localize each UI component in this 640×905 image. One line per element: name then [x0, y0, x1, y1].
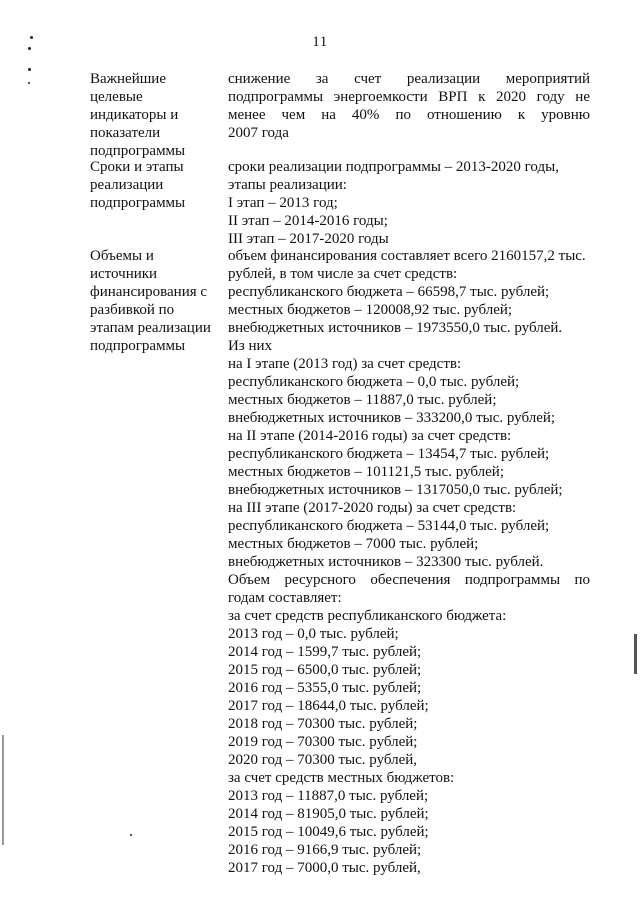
- scan-speck: [28, 82, 30, 84]
- label-line: разбивкой по: [90, 302, 175, 318]
- content-line: за счет средств республиканского бюджета:: [228, 608, 507, 624]
- label-line: показатели: [90, 125, 161, 141]
- content-line: 2014 год – 1599,7 тыс. рублей;: [228, 644, 422, 660]
- content-line: местных бюджетов – 101121,5 тыс. рублей;: [228, 464, 504, 480]
- content-line: 2016 год – 5355,0 тыс. рублей;: [228, 680, 422, 696]
- content-line: 2015 год – 10049,6 тыс. рублей;: [228, 824, 429, 840]
- content-line: за счет средств местных бюджетов:: [228, 770, 455, 786]
- content-line: местных бюджетов – 11887,0 тыс. рублей;: [228, 392, 497, 408]
- label-line: Важнейшие: [90, 71, 166, 87]
- content-line: на I этапе (2013 год) за счет средств:: [228, 356, 462, 372]
- scan-speck: [28, 47, 31, 50]
- section-label: [90, 158, 225, 212]
- content-line: II этап – 2014-2016 годы;: [228, 213, 388, 229]
- label-line: Объемы и: [90, 248, 154, 264]
- scan-speck: [28, 68, 31, 71]
- content-line: годам составляет:: [228, 590, 342, 606]
- scan-speck: [30, 36, 33, 39]
- label-line: подпрограммы: [90, 338, 186, 354]
- content-line: рублей, в том числе за счет средств:: [228, 266, 458, 282]
- content-line: Из них: [228, 338, 273, 354]
- content-line: 2019 год – 70300 тыс. рублей;: [228, 734, 418, 750]
- content-line: этапы реализации:: [228, 177, 347, 193]
- content-line: 2018 год – 70300 тыс. рублей;: [228, 716, 418, 732]
- section-content: [228, 247, 590, 877]
- content-line: республиканского бюджета – 0,0 тыс. рублей;: [228, 374, 520, 390]
- content-line: внебюджетных источников – 323300 тыс. рублей.: [228, 554, 544, 570]
- content-line: I этап – 2013 год;: [228, 195, 338, 211]
- content-line: внебюджетных источников – 1973550,0 тыс. рублей.: [228, 320, 563, 336]
- section-label: [90, 70, 225, 160]
- label-line: Сроки и этапы: [90, 159, 184, 175]
- content-line: на III этапе (2017-2020 годы) за счет средств:: [228, 500, 517, 516]
- content-line: республиканского бюджета – 13454,7 тыс. рублей;: [228, 446, 550, 462]
- label-line: реализации: [90, 177, 164, 193]
- content-line: подпрограммы энергоемкости ВРП к 2020 году не: [228, 89, 590, 105]
- content-line: внебюджетных источников – 333200,0 тыс. рублей;: [228, 410, 556, 426]
- label-line: целевые: [90, 89, 143, 105]
- label-line: источники: [90, 266, 158, 282]
- content-line: внебюджетных источников – 1317050,0 тыс. рублей;: [228, 482, 563, 498]
- content-line: 2020 год – 70300 тыс. рублей,: [228, 752, 418, 768]
- content-line: 2015 год – 6500,0 тыс. рублей;: [228, 662, 422, 678]
- content-line: менее чем на 40% по отношению к уровню: [228, 107, 590, 123]
- content-line: местных бюджетов – 120008,92 тыс. рублей;: [228, 302, 513, 318]
- label-line: этапам реализации: [90, 320, 211, 336]
- page-number: 11: [312, 34, 328, 50]
- content-line: республиканского бюджета – 53144,0 тыс. рублей;: [228, 518, 550, 534]
- scan-edge-mark: [634, 634, 637, 674]
- content-line: местных бюджетов – 7000 тыс. рублей;: [228, 536, 479, 552]
- content-line: республиканского бюджета – 66598,7 тыс. рублей;: [228, 284, 550, 300]
- content-line: 2016 год – 9166,9 тыс. рублей;: [228, 842, 422, 858]
- section-label: [90, 247, 225, 355]
- content-line: сроки реализации подпрограммы – 2013-2020 годы,: [228, 159, 559, 175]
- scan-edge-mark: [2, 735, 4, 845]
- content-line: 2014 год – 81905,0 тыс. рублей;: [228, 806, 429, 822]
- section-content: [228, 70, 590, 142]
- content-line: 2013 год – 0,0 тыс. рублей;: [228, 626, 399, 642]
- scan-speck: [130, 834, 132, 836]
- label-line: подпрограммы: [90, 143, 186, 159]
- label-line: финансирования с: [90, 284, 208, 300]
- content-line: III этап – 2017-2020 годы: [228, 231, 389, 247]
- section-content: [228, 158, 590, 248]
- content-line: снижение за счет реализации мероприятий: [228, 71, 590, 87]
- content-line: объем финансирования составляет всего 2160157,2 тыс.: [228, 248, 586, 264]
- content-line: на II этапе (2014-2016 годы) за счет средств:: [228, 428, 512, 444]
- content-line: Объем ресурсного обеспечения подпрограммы по: [228, 572, 590, 588]
- content-line: 2017 год – 7000,0 тыс. рублей,: [228, 860, 421, 876]
- content-line: 2013 год – 11887,0 тыс. рублей;: [228, 788, 429, 804]
- content-line: 2017 год – 18644,0 тыс. рублей;: [228, 698, 429, 714]
- label-line: подпрограммы: [90, 195, 186, 211]
- label-line: индикаторы и: [90, 107, 179, 123]
- content-line: 2007 года: [228, 125, 289, 141]
